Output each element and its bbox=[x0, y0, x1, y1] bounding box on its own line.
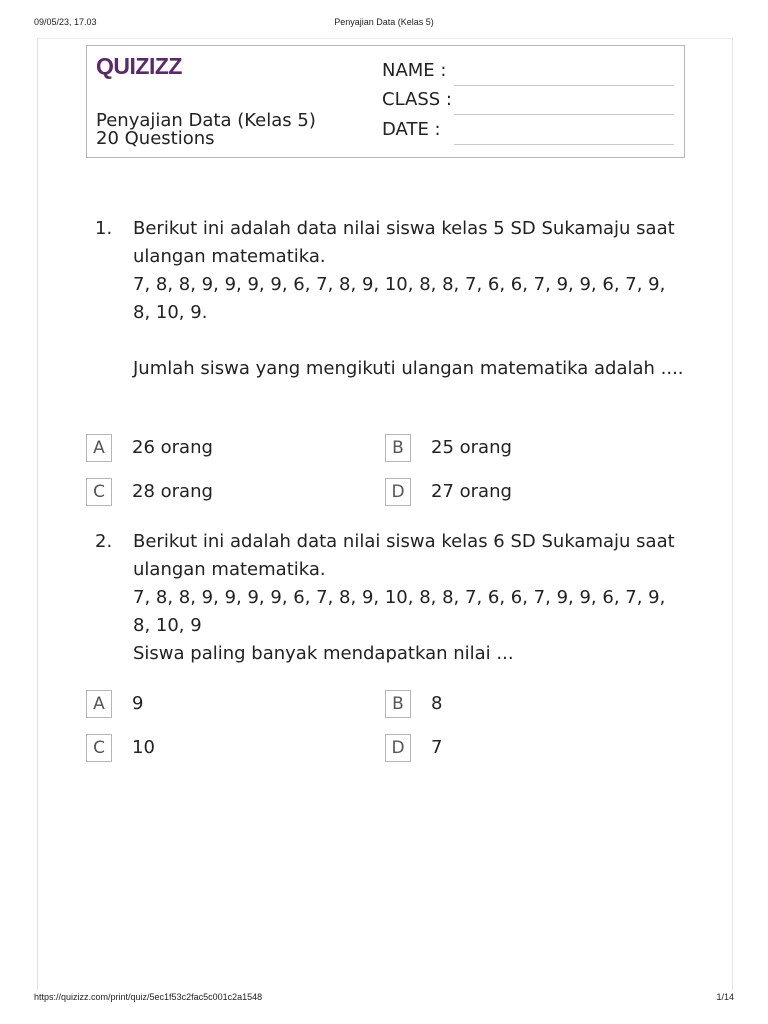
option-letter: C bbox=[86, 478, 112, 506]
option-text: 27 orang bbox=[431, 481, 512, 502]
date-field[interactable] bbox=[382, 119, 674, 145]
q2-option-c[interactable] bbox=[86, 734, 366, 762]
q1-option-d[interactable] bbox=[385, 478, 665, 506]
class-line bbox=[454, 114, 674, 115]
class-label: CLASS : bbox=[382, 89, 452, 110]
option-text: 7 bbox=[431, 737, 443, 758]
option-letter: C bbox=[86, 734, 112, 762]
option-text: 8 bbox=[431, 693, 443, 714]
name-label: NAME : bbox=[382, 60, 447, 81]
option-text: 26 orang bbox=[132, 437, 213, 458]
option-text: 10 bbox=[132, 737, 155, 758]
question-count: 20 Questions bbox=[96, 128, 215, 149]
question-number: 1. bbox=[95, 218, 113, 239]
quiz-title: Penyajian Data (Kelas 5) bbox=[96, 110, 316, 131]
print-title: Penyajian Data (Kelas 5) bbox=[334, 17, 434, 27]
name-field[interactable] bbox=[382, 60, 674, 86]
quiz-header-box bbox=[86, 45, 685, 158]
option-letter: B bbox=[385, 690, 411, 718]
print-timestamp: 09/05/23, 17.03 bbox=[34, 17, 97, 27]
date-label: DATE : bbox=[382, 119, 441, 140]
option-text: 9 bbox=[132, 693, 144, 714]
print-page-number: 1/14 bbox=[716, 992, 734, 1002]
option-letter: B bbox=[385, 434, 411, 462]
q1-option-a[interactable] bbox=[86, 434, 366, 462]
q2-option-a[interactable] bbox=[86, 690, 366, 718]
quizizz-logo: QUIZIZZ bbox=[96, 53, 182, 79]
question-text: Berikut ini adalah data nilai siswa kelas 6 SD Sukamaju saat ulangan matematika. 7, 8, 8, 9, 9, 9, 9, 6, 7, 8, 9, 10, 8, 8, 7, 6, 6, 7, 9, 9, 6, 7, 9, 8, 10, 9 Siswa paling banyak mendapatkan nilai ... bbox=[133, 531, 675, 664]
class-field[interactable] bbox=[382, 89, 674, 115]
print-footer bbox=[0, 992, 768, 1008]
q1-option-b[interactable] bbox=[385, 434, 665, 462]
question-number: 2. bbox=[95, 531, 113, 552]
date-line bbox=[454, 144, 674, 145]
q1-option-c[interactable] bbox=[86, 478, 366, 506]
option-letter: D bbox=[385, 478, 411, 506]
name-line bbox=[454, 85, 674, 86]
print-url: https://quizizz.com/print/quiz/5ec1f53c2fac5c001c2a1548 bbox=[34, 992, 263, 1002]
question-text: Berikut ini adalah data nilai siswa kelas 5 SD Sukamaju saat ulangan matematika. 7, 8, 8, 9, 9, 9, 9, 6, 7, 8, 9, 10, 8, 8, 7, 6, 6, 7, 9, 9, 6, 7, 9, 8, 10, 9. Jumlah siswa yang mengikuti ulangan matematika adalah .... bbox=[133, 218, 684, 379]
option-letter: D bbox=[385, 734, 411, 762]
q2-option-d[interactable] bbox=[385, 734, 665, 762]
option-letter: A bbox=[86, 690, 112, 718]
option-letter: A bbox=[86, 434, 112, 462]
print-header bbox=[0, 17, 768, 33]
page-frame bbox=[37, 38, 733, 990]
q2-option-b[interactable] bbox=[385, 690, 665, 718]
option-text: 28 orang bbox=[132, 481, 213, 502]
option-text: 25 orang bbox=[431, 437, 512, 458]
